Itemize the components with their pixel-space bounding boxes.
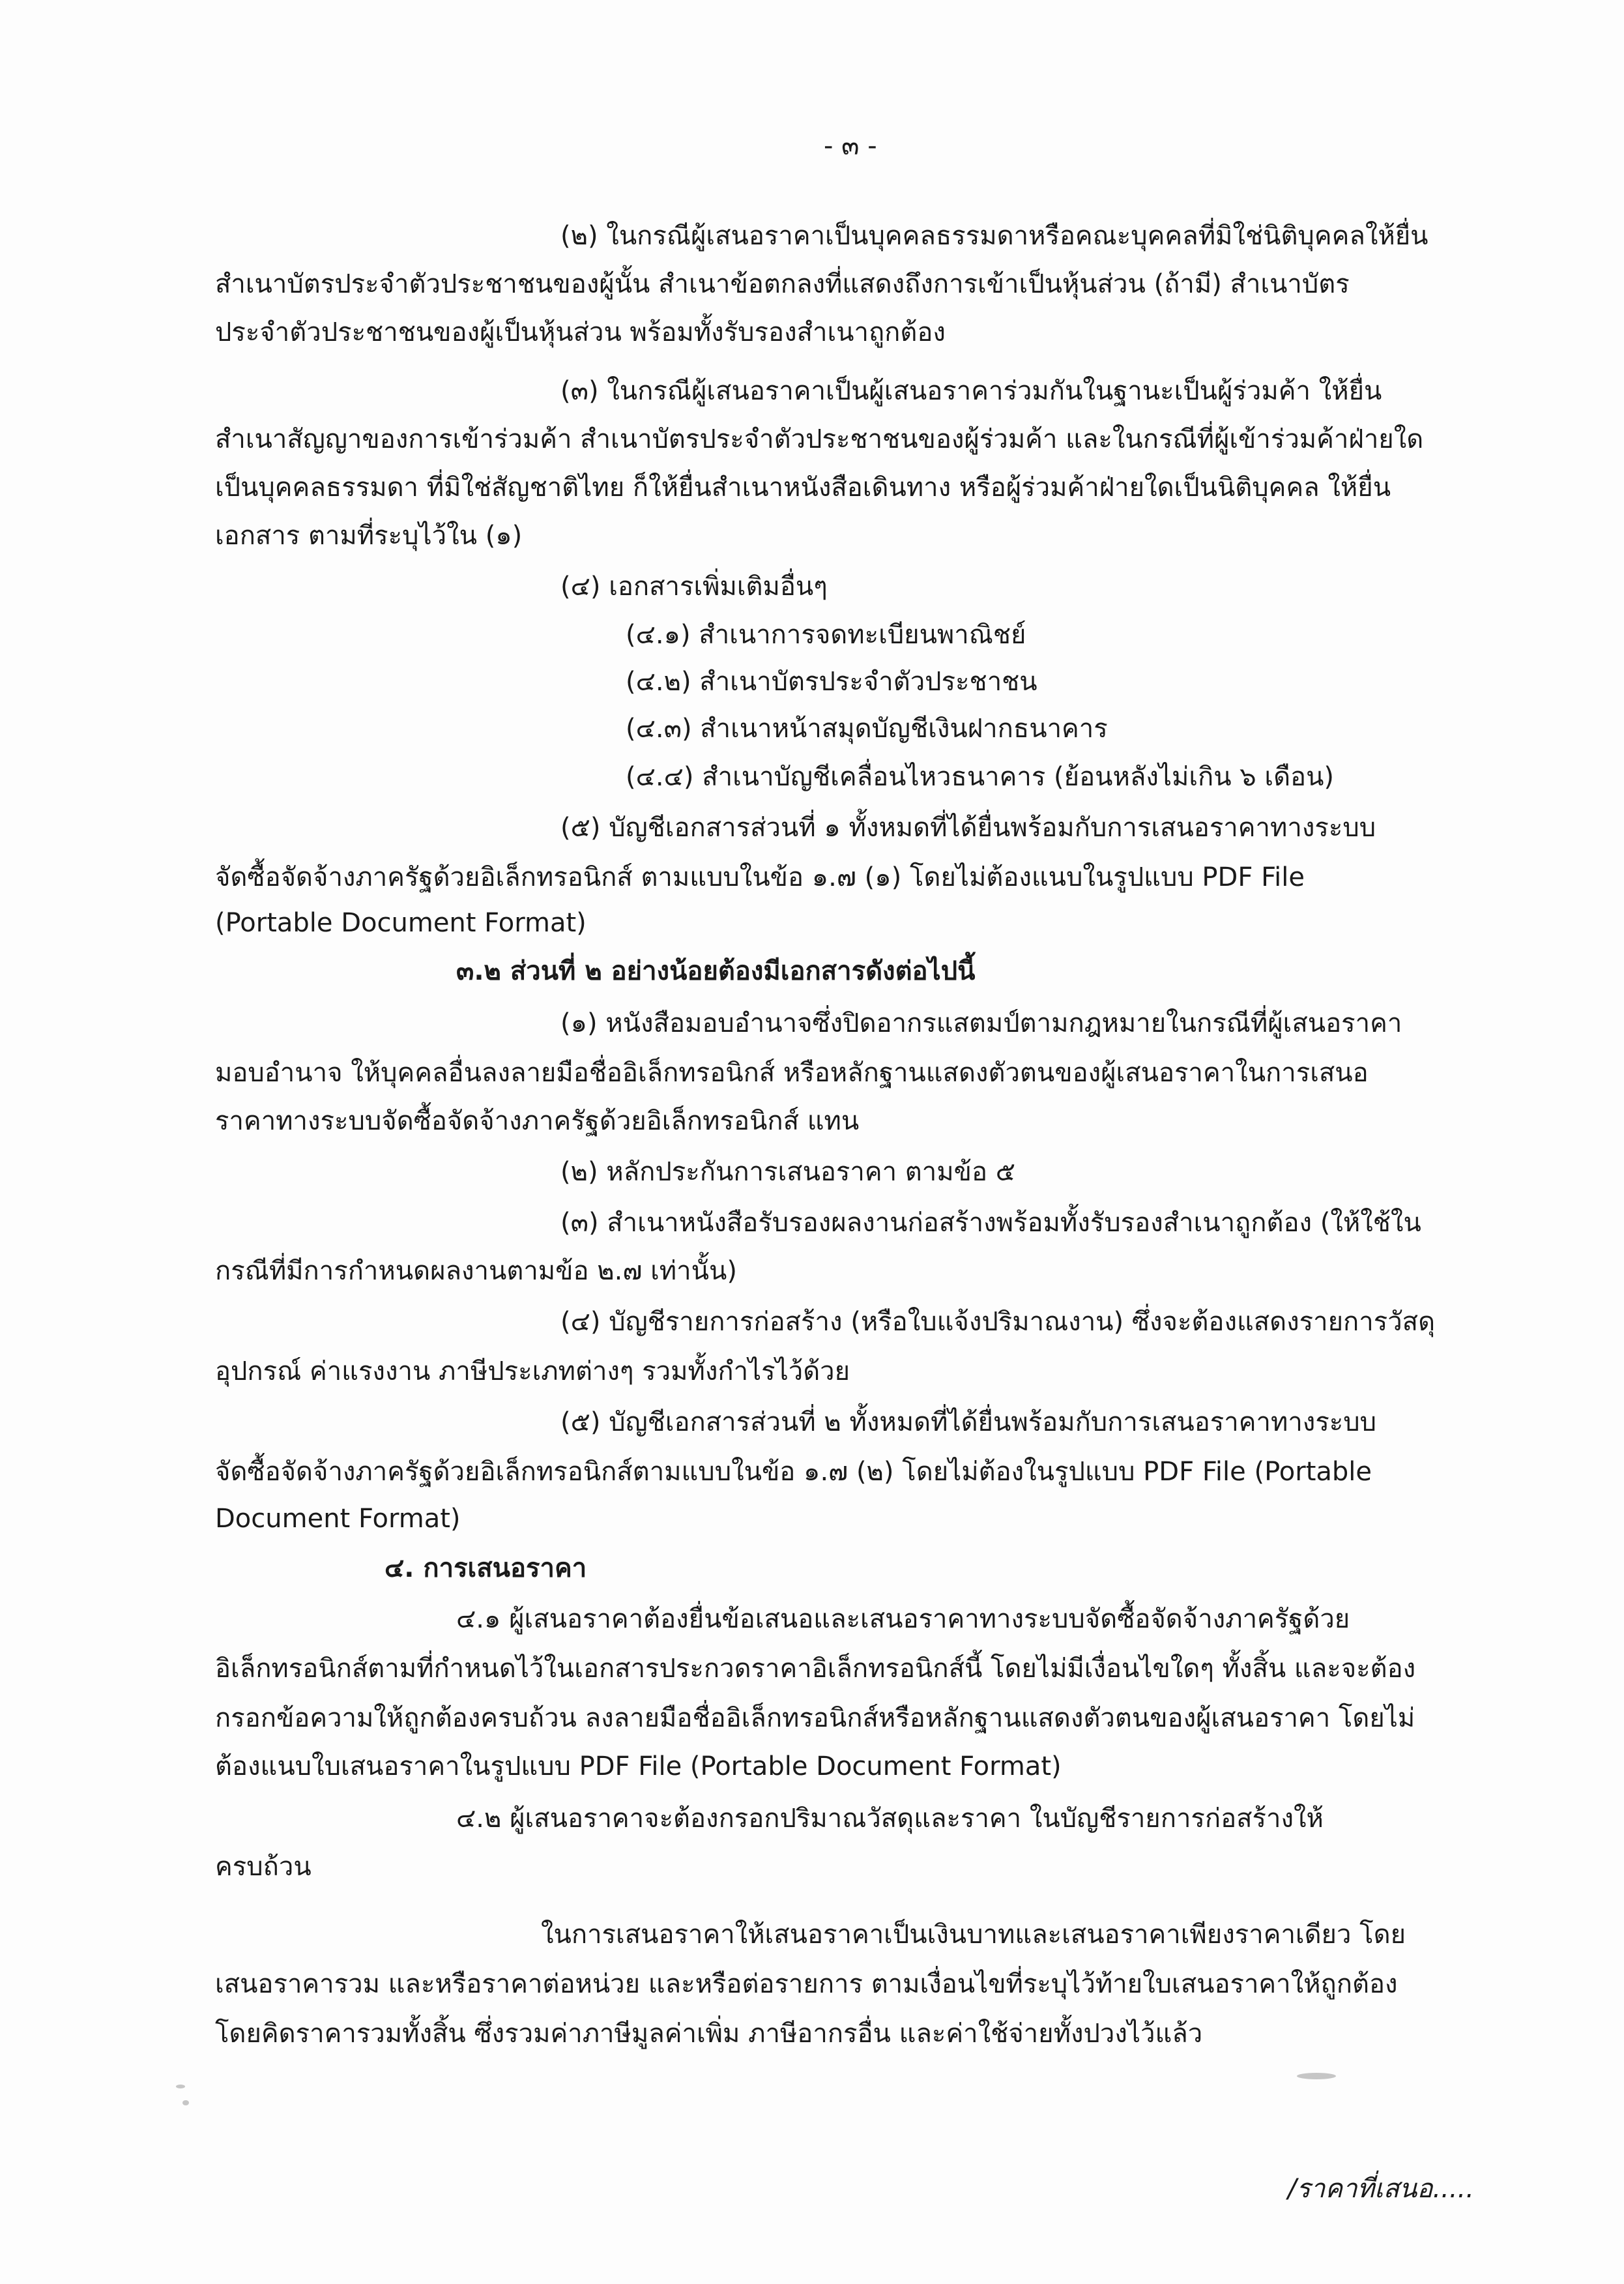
text-line: (๒) ในกรณีผู้เสนอราคาเป็นบุคคลธรรมดาหรือคณะบุคคลที่มิใช่นิติบุคคลให้ยื่น	[560, 221, 1428, 251]
text-line: กรณีที่มีการกำหนดผลงานตามข้อ ๒.๗ เท่านั้น)	[215, 1256, 737, 1286]
text-line: ราคาทางระบบจัดซื้อจัดจ้างภาครัฐด้วยอิเล็กทรอนิกส์ แทน	[215, 1106, 860, 1136]
section-heading: ๔. การเสนอราคา	[384, 1553, 587, 1583]
text-line: (๕) บัญชีเอกสารส่วนที่ ๒ ทั้งหมดที่ได้ยื่นพร้อมกับการเสนอราคาทางระบบ	[560, 1407, 1377, 1437]
text-line: ในการเสนอราคาให้เสนอราคาเป็นเงินบาทและเสนอราคาเพียงราคาเดียว โดย	[541, 1920, 1406, 1950]
text-line: (๔.๓) สำเนาหน้าสมุดบัญชีเงินฝากธนาคาร	[626, 714, 1108, 744]
text-line: สำเนาบัตรประจำตัวประชาชนของผู้นั้น สำเนาข้อตกลงที่แสดงถึงการเข้าเป็นหุ้นส่วน (ถ้ามี) สำเนาบัตร	[215, 269, 1350, 299]
text-line: (๓) สำเนาหนังสือรับรองผลงานก่อสร้างพร้อมทั้งรับรองสำเนาถูกต้อง (ให้ใช้ใน	[560, 1208, 1421, 1238]
text-line: Document Format)	[215, 1504, 461, 1534]
continuation-note: /ราคาที่เสนอ.....	[1287, 2174, 1474, 2204]
text-line: อุปกรณ์ ค่าแรงงาน ภาษีประเภทต่างๆ รวมทั้งกำไรไว้ด้วย	[215, 1356, 850, 1386]
text-line: เอกสาร ตามที่ระบุไว้ใน (๑)	[215, 521, 523, 551]
scan-mark	[182, 2100, 189, 2105]
section-heading: ๓.๒ ส่วนที่ ๒ อย่างน้อยต้องมีเอกสารดังต่อไปนี้	[456, 956, 976, 986]
text-line: ประจำตัวประชาชนของผู้เป็นหุ้นส่วน พร้อมทั้งรับรองสำเนาถูกต้อง	[215, 317, 946, 347]
text-line: (Portable Document Format)	[215, 908, 587, 938]
text-line: ๔.๒ ผู้เสนอราคาจะต้องกรอกปริมาณวัสดุและราคา ในบัญชีรายการก่อสร้างให้	[456, 1804, 1324, 1834]
text-line: สำเนาสัญญาของการเข้าร่วมค้า สำเนาบัตรประจำตัวประชาชนของผู้ร่วมค้า และในกรณีที่ผู้เข้าร่วมค้าฝ่ายใด	[215, 424, 1424, 454]
text-line: โดยคิดราคารวมทั้งสิ้น ซึ่งรวมค่าภาษีมูลค่าเพิ่ม ภาษีอากรอื่น และค่าใช้จ่ายทั้งปวงไว้แล้ว	[215, 2019, 1203, 2049]
text-line: เป็นบุคคลธรรมดา ที่มิใช่สัญชาติไทย ก็ให้ยื่นสำเนาหนังสือเดินทาง หรือผู้ร่วมค้าฝ่ายใดเป็นนิติบุคคล ให้ยื่น	[215, 473, 1391, 503]
text-line: เสนอราคารวม และหรือราคาต่อหน่วย และหรือต่อรายการ ตามเงื่อนไขที่ระบุไว้ท้ายใบเสนอราคาให้ถูกต้อง	[215, 1969, 1398, 1999]
text-line: (๔.๒) สำเนาบัตรประจำตัวประชาชน	[626, 667, 1037, 697]
text-line: กรอกข้อความให้ถูกต้องครบถ้วน ลงลายมือชื่ออิเล็กทรอนิกส์หรือหลักฐานแสดงตัวตนของผู้เสนอราคา โดยไม่	[215, 1703, 1415, 1733]
text-line: (๔) บัญชีรายการก่อสร้าง (หรือใบแจ้งปริมาณงาน) ซึ่งจะต้องแสดงรายการวัสดุ	[560, 1307, 1436, 1337]
text-line: (๒) หลักประกันการเสนอราคา ตามข้อ ๕	[560, 1157, 1015, 1187]
text-line: ต้องแนบใบเสนอราคาในรูปแบบ PDF File (Portable Document Format)	[215, 1751, 1062, 1781]
text-line: จัดซื้อจัดจ้างภาครัฐด้วยอิเล็กทรอนิกส์ ตามแบบในข้อ ๑.๗ (๑) โดยไม่ต้องแนบในรูปแบบ PDF File	[215, 862, 1305, 892]
text-line: (๔.๔) สำเนาบัญชีเคลื่อนไหวธนาคาร (ย้อนหลังไม่เกิน ๖ เดือน)	[626, 762, 1335, 792]
scan-mark	[176, 2085, 185, 2088]
text-line: (๔) เอกสารเพิ่มเติมอื่นๆ	[560, 572, 828, 602]
text-line: ครบถ้วน	[215, 1852, 312, 1882]
text-line: ๔.๑ ผู้เสนอราคาต้องยื่นข้อเสนอและเสนอราคาทางระบบจัดซื้อจัดจ้างภาครัฐด้วย	[456, 1604, 1350, 1634]
text-line: (๔.๑) สำเนาการจดทะเบียนพาณิชย์	[626, 620, 1026, 650]
scan-mark	[1297, 2073, 1336, 2079]
text-line: อิเล็กทรอนิกส์ตามที่กำหนดไว้ในเอกสารประกวดราคาอิเล็กทรอนิกส์นี้ โดยไม่มีเงื่อนไขใดๆ ทั้งสิ้น และจะต้อง	[215, 1654, 1416, 1684]
text-line: (๕) บัญชีเอกสารส่วนที่ ๑ ทั้งหมดที่ได้ยื่นพร้อมกับการเสนอราคาทางระบบ	[560, 813, 1376, 843]
text-line: มอบอำนาจ ให้บุคคลอื่นลงลายมือชื่ออิเล็กทรอนิกส์ หรือหลักฐานแสดงตัวตนของผู้เสนอราคาในการเสนอ	[215, 1058, 1369, 1088]
text-line: (๓) ในกรณีผู้เสนอราคาเป็นผู้เสนอราคาร่วมกันในฐานะเป็นผู้ร่วมค้า ให้ยื่น	[560, 376, 1382, 406]
text-line: (๑) หนังสือมอบอำนาจซึ่งปิดอากรแสตมป์ตามกฎหมายในกรณีที่ผู้เสนอราคา	[560, 1008, 1402, 1038]
text-line: จัดซื้อจัดจ้างภาครัฐด้วยอิเล็กทรอนิกส์ตามแบบในข้อ ๑.๗ (๒) โดยไม่ต้องในรูปแบบ PDF File (Portable	[215, 1457, 1372, 1487]
page-number: - ๓ -	[824, 131, 877, 161]
